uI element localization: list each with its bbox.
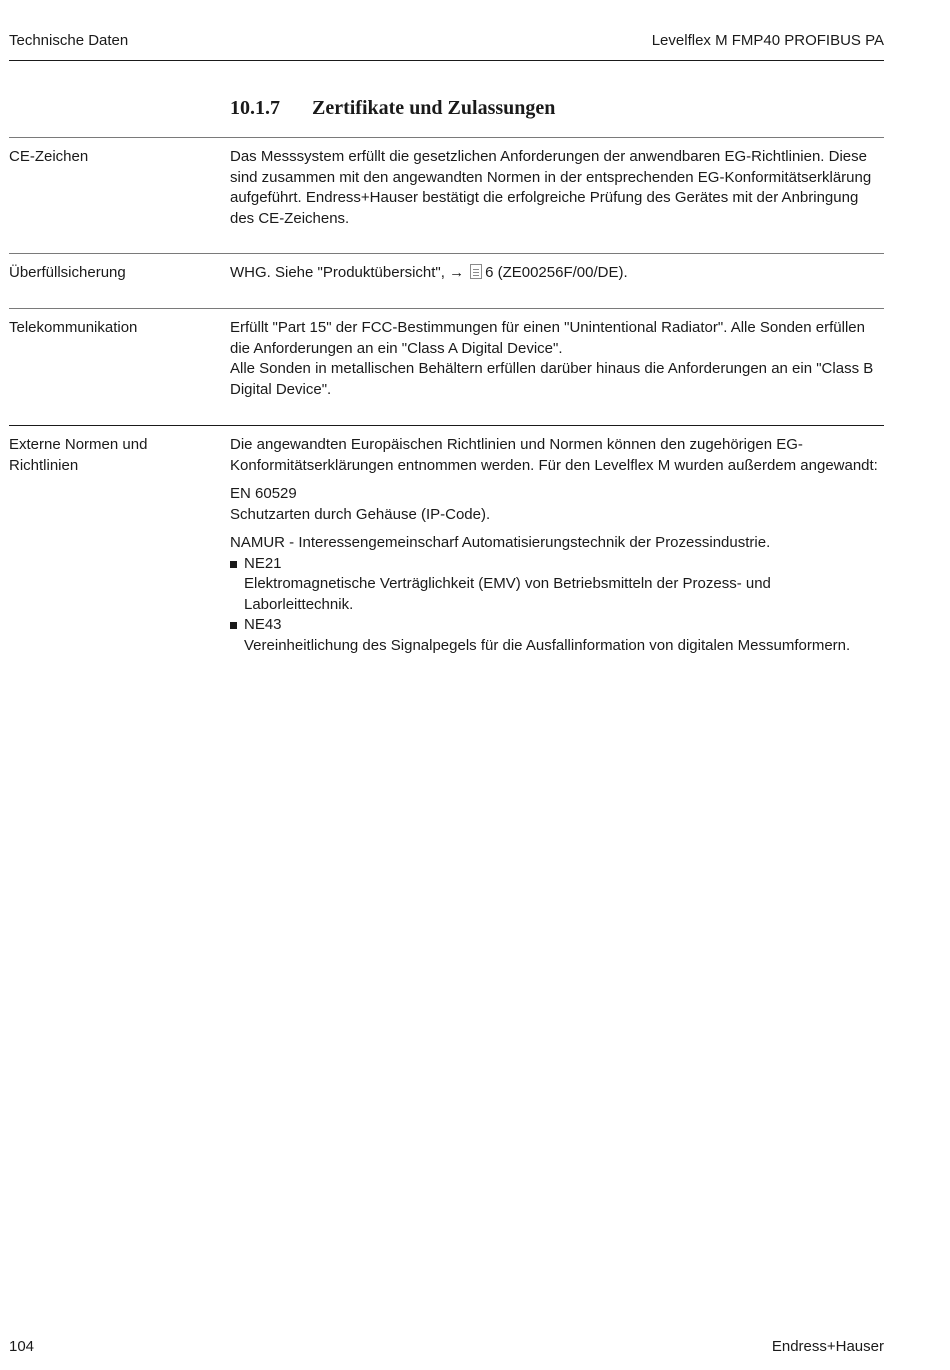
row-externe-normen [9, 425, 884, 656]
header-chapter: Technische Daten [9, 32, 129, 49]
ce-text: Das Messsystem erfüllt die gesetzlichen Anforderungen der anwendbaren EG-Richtlinien. Diese sind zusammen mit den angewandten Normen in der entsprechenden EG-Konformitätserklärung aufgeführt. Endress+Hauser bestätigt die erfolgreiche Prüfung des Gerätes mit der Anbringung des CE-Zeichens. [230, 148, 872, 227]
square-bullet-icon [230, 561, 237, 568]
row-label: Externe Normen und Richtlinien [9, 436, 148, 474]
page-number: 104 [9, 1338, 35, 1355]
section-heading [230, 97, 555, 120]
list-item-desc: Elektromagnetische Verträglichkeit (EMV) von Betriebsmitteln der Prozess- und Laborleittechnik. [244, 575, 771, 613]
row-ce-zeichen [9, 137, 884, 254]
row-body [230, 147, 884, 229]
section-number: 10.1.7 [230, 97, 280, 119]
whg-text [230, 263, 884, 284]
row-body [230, 435, 884, 656]
namur-text: NAMUR - Interessengemeinscharf Automatisierungstechnik der Prozessindustrie. [230, 534, 771, 551]
normen-intro: Die angewandten Europäischen Richtlinien und Normen können den zugehörigen EG-Konformitätserklärungen entnommen werden. Für den Levelflex M wurden außerdem angewandt: [230, 436, 878, 474]
section-title: Zertifikate und Zulassungen [312, 97, 556, 119]
en-block [230, 484, 884, 525]
namur-list [230, 554, 884, 657]
en-title: EN 60529 [230, 485, 297, 502]
square-bullet-icon [230, 622, 237, 629]
row-body [230, 263, 884, 284]
list-item [230, 554, 884, 616]
row-ueberfuellsicherung [9, 253, 884, 309]
row-body [230, 318, 884, 400]
en-desc: Schutzarten durch Gehäuse (IP-Code). [230, 505, 491, 523]
fcc-line-1: Erfüllt "Part 15" der FCC-Bestimmungen für einen "Unintentional Radiator". Alle Sonden erfüllen die Anforderungen an ein "Class A Digital Device". [230, 319, 865, 357]
page-header [9, 30, 884, 61]
list-item-code: NE43 [244, 616, 282, 633]
document-page-icon [470, 264, 482, 279]
list-item-desc: Vereinheitlichung des Signalpegels für die Ausfallinformation von digitalen Messumformern. [244, 636, 851, 654]
brand-name: Endress+Hauser [771, 1338, 884, 1355]
whg-text-before: WHG. Siehe "Produktübersicht", → [230, 264, 465, 281]
row-label: Telekommunikation [9, 319, 138, 336]
row-label: CE-Zeichen [9, 148, 89, 165]
row-telekommunikation [9, 308, 884, 426]
header-product: Levelflex M FMP40 PROFIBUS PA [651, 32, 884, 49]
row-label: Überfüllsicherung [9, 264, 126, 281]
list-item [230, 615, 884, 656]
whg-text-after: 6 (ZE00256F/00/DE). [485, 264, 628, 281]
fcc-line-2: Alle Sonden in metallischen Behältern erfüllen darüber hinaus die Anforderungen an ein "Class B Digital Device". [230, 360, 874, 398]
list-item-code: NE21 [244, 554, 282, 572]
